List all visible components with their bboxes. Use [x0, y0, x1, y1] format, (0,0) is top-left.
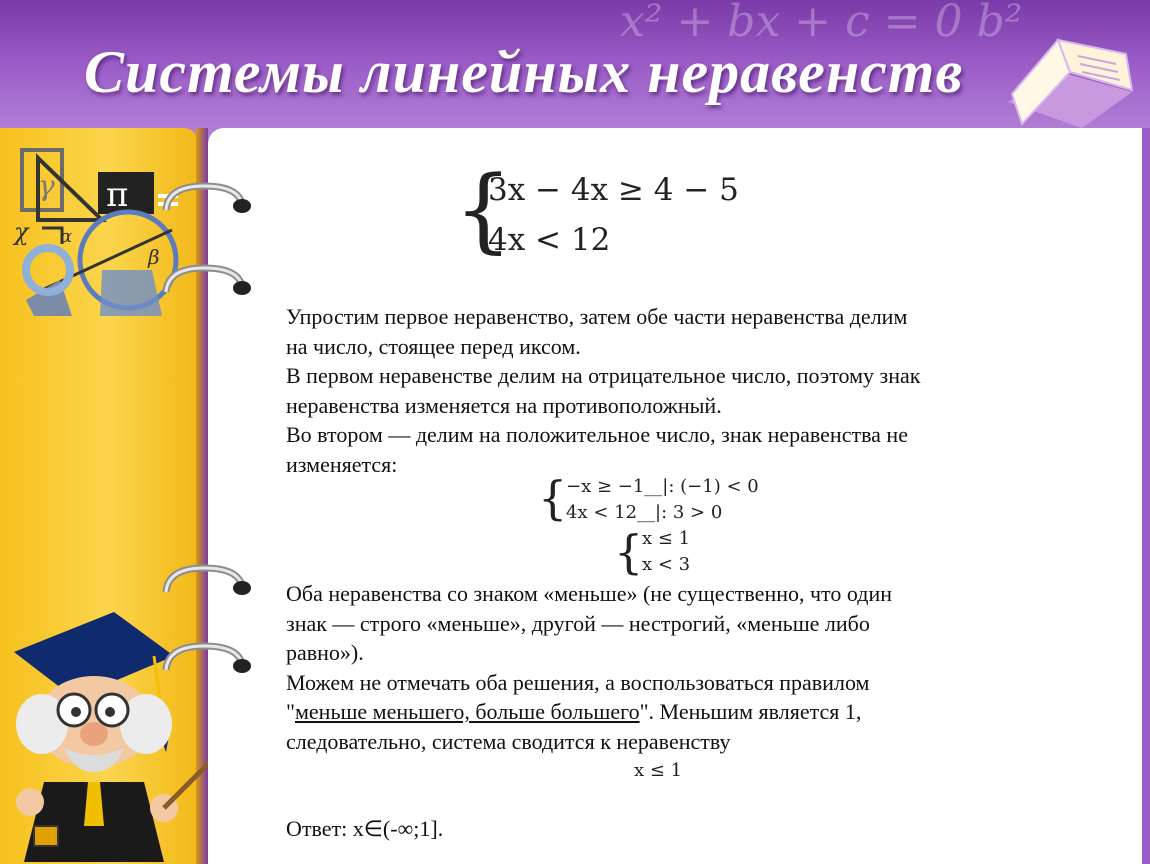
system2-line2: 4x < 12__|: 3 > 0: [566, 502, 723, 523]
rule-after: ". Меньшим является 1,: [639, 699, 862, 724]
result-inequality: x ≤ 1: [634, 760, 683, 781]
conclusion-line: знак — строго «меньше», другой — нестрогий, «меньше либо: [286, 610, 870, 636]
svg-text:χ: χ: [14, 218, 29, 246]
explanation-line: Во втором — делим на положительное число, знак неравенства не: [286, 422, 908, 447]
system2-line1: −x ≥ −1__|: (−1) < 0: [566, 476, 759, 497]
explanation-line: изменяется:: [286, 451, 398, 477]
conclusion-line: Оба неравенства со знаком «меньше» (не существенно, что один: [286, 581, 892, 606]
conclusion-line: Можем не отмечать оба решения, а воспользоваться правилом: [286, 669, 870, 695]
binder-ring-icon: [158, 262, 254, 308]
system3-line2: x < 3: [642, 554, 691, 575]
explanation-line: неравенства изменяется на противоположный.: [286, 392, 722, 418]
background-formula: x² + bx + c = 0 b²: [620, 0, 1023, 47]
svg-text:γ: γ: [38, 169, 55, 202]
open-book-icon: [1000, 32, 1140, 132]
rule-text: меньше меньшего, больше большего: [294, 699, 640, 724]
system-brace: {: [614, 525, 644, 579]
svg-text:π: π: [106, 175, 129, 215]
rule-open-quote: ": [286, 699, 295, 724]
header-band: [0, 0, 1150, 140]
svg-text:β: β: [148, 245, 160, 269]
system1-line1: 3x − 4x ≥ 4 − 5: [488, 172, 739, 208]
explanation-line: на число, стоящее перед иксом.: [286, 333, 581, 359]
system-brace: {: [538, 471, 568, 525]
system1-line2: 4x < 12: [488, 222, 611, 258]
explanation-text: [286, 302, 1046, 479]
explanation-line: Упростим первое неравенство, затем обе части неравенства делим: [286, 304, 908, 329]
binder-ring-icon: [158, 180, 254, 226]
binder-ring-icon: [158, 562, 254, 608]
binder-ring-icon: [158, 640, 254, 686]
conclusion-line: равно»).: [286, 640, 364, 665]
rule-line: [286, 697, 1046, 727]
conclusion-line: следовательно, система сводится к неравенству: [286, 728, 731, 754]
svg-text:α: α: [60, 226, 73, 247]
slide-title: Системы линейных неравенств: [84, 39, 964, 105]
conclusion-text: [286, 579, 1046, 756]
answer-text: Ответ: x∈(-∞;1].: [286, 816, 444, 841]
system3-line1: x ≤ 1: [642, 528, 691, 549]
explanation-line: В первом неравенстве делим на отрицательное число, поэтому знак: [286, 363, 921, 388]
system-brace: {: [454, 156, 513, 263]
